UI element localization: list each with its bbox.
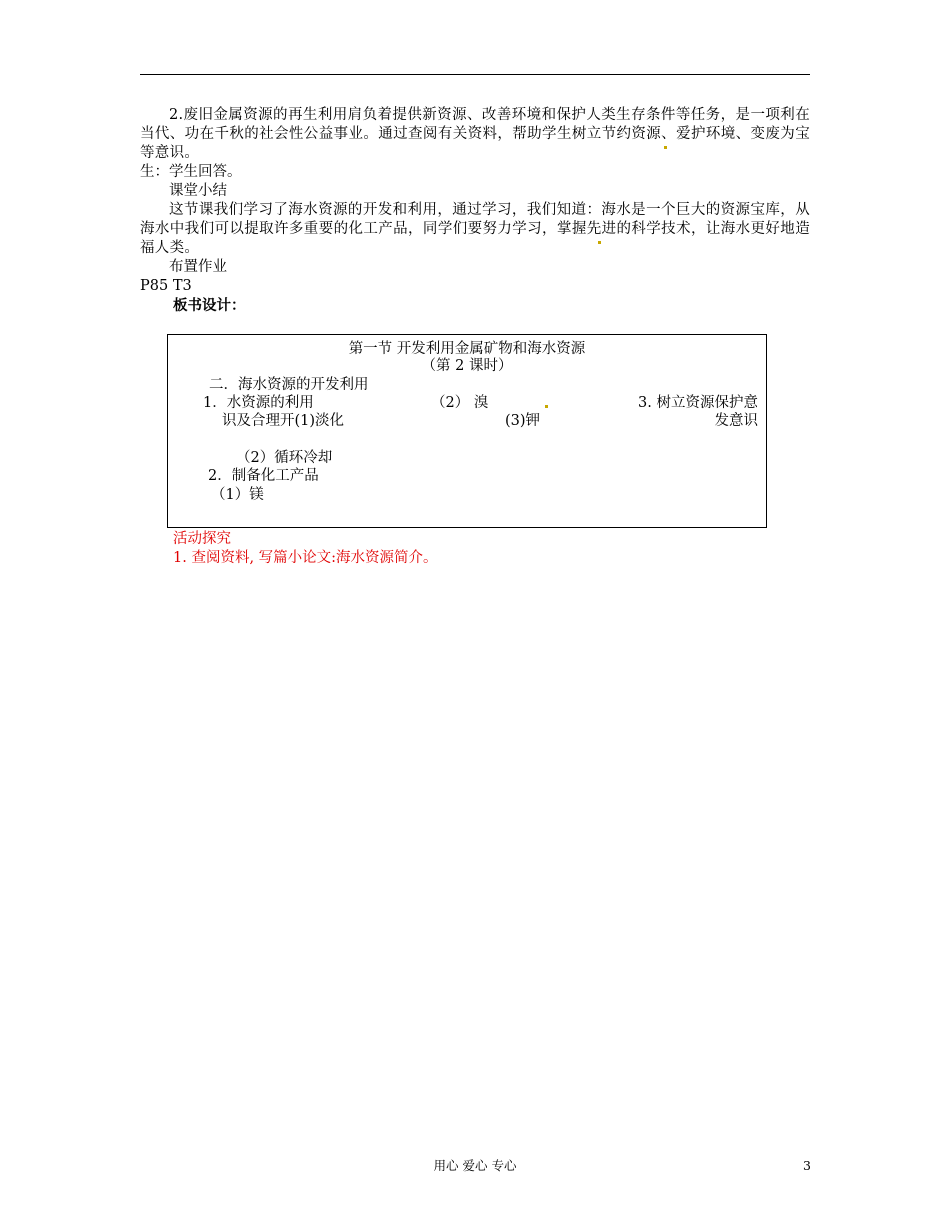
board-col3-sub: 发意识: [714, 413, 758, 429]
mark-dot: [545, 405, 548, 408]
board-col3-item: 3. 树立资源保护意: [638, 395, 758, 411]
paragraph-recycling: 2.废旧金属资源的再生利用肩负着提供新资源、改善环境和保护人类生存条件等任务，是一项利在当代、功在千秋的社会性公益事业。通过查阅有关资料，帮助学生树立节约资源、爱护环境、变废为宝等意识。: [140, 107, 810, 161]
board-section: 二．海水资源的开发利用: [209, 377, 369, 393]
activity-heading: 活动探究: [173, 531, 231, 547]
board-design-heading: 板书设计：: [173, 297, 246, 314]
board-item-1-sub: 识及合理开(1)淡化: [222, 413, 345, 429]
summary-paragraph: 这节课我们学习了海水资源的开发和利用，通过学习，我们知道：海水是一个巨大的资源宝库，从海水中我们可以提取许多重要的化工产品，同学们要努力学习，掌握先进的科学技术，让海水更好地造福人类。: [140, 202, 810, 256]
mark-dot: [598, 241, 601, 244]
board-item-2: 2．制备化工产品: [208, 468, 319, 484]
header-rule: [140, 74, 810, 75]
blackboard-design-box: [167, 334, 767, 528]
board-subtitle: （第 2 课时）: [421, 358, 513, 374]
student-answer: 生：学生回答。: [140, 164, 242, 180]
document-body: [140, 106, 810, 315]
homework-text: P85 T3: [140, 278, 192, 294]
board-title: 第一节 开发利用金属矿物和海水资源: [348, 341, 586, 357]
activity-section: [173, 530, 438, 568]
page-number: 3: [803, 1158, 811, 1173]
board-item-2-sub: （1）镁: [211, 487, 264, 503]
footer-center: 用心 爱心 专心: [433, 1158, 517, 1173]
board-item-1-sub2: （2）循环冷却: [236, 450, 333, 466]
homework-heading: 布置作业: [169, 259, 227, 275]
board-col2-sub: (3)钾: [505, 413, 541, 429]
board-item-1: 1．水资源的利用: [203, 395, 314, 411]
activity-text: 1. 查阅资料, 写篇小论文:海水资源简介。: [173, 550, 438, 566]
summary-heading: 课堂小结: [169, 183, 227, 199]
mark-dot: [664, 146, 667, 149]
board-col2-item: （2） 溴: [431, 395, 489, 411]
